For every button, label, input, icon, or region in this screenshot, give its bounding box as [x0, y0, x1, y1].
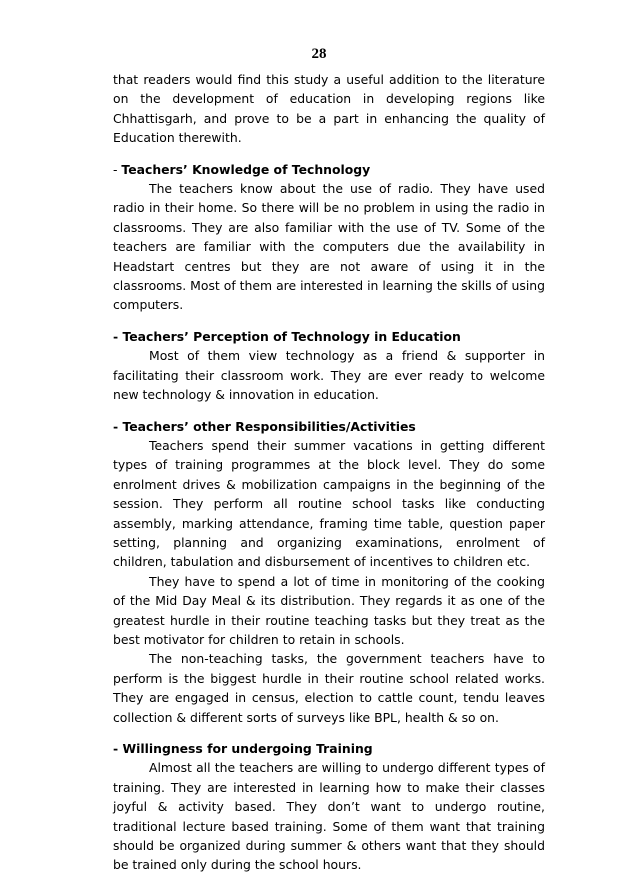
section-paragraph: Almost all the teachers are willing to undergo different types of training. They are interested in learning how to make their classes joyful & activity based. They don’t want to undergo routine, traditional lecture based training. Some of them want that training should be organized during summer & others want that they should be trained only during the school hours.: [113, 760, 545, 873]
section-heading-responsibilities: [113, 417, 545, 436]
page-number: 28: [311, 46, 327, 62]
section-paragraph: Teachers spend their summer vacations in getting different types of training programmes at the block level. They do some enrolment drives & mobilization campaigns in the beginning of the session. They perform all routine school tasks like conducting assembly, marking attendance, framing time table, question paper setting, planning and organizing examinations, enrolment of children, tabulation and disbursement of incentives to children etc.: [113, 437, 545, 570]
heading-dash: -: [113, 328, 123, 344]
heading-dash: -: [113, 741, 123, 756]
section-heading-knowledge: [113, 160, 545, 179]
heading-text: Willingness for undergoing Training: [122, 741, 373, 756]
section-paragraph: They have to spend a lot of time in monitoring of the cooking of the Mid Day Meal & its distribution. They regards it as one of the greatest hurdle in their routine teaching tasks but they treat as the best motivator for children to retain in schools.: [113, 573, 545, 647]
heading-dash: -: [113, 161, 122, 177]
section-heading-perception: [113, 327, 545, 346]
heading-dash: -: [113, 418, 123, 434]
section-heading-training: [113, 739, 545, 758]
heading-text: Teachers’ Knowledge of Technology: [121, 161, 371, 177]
section-paragraph: Most of them view technology as a friend & supporter in facilitating their classroom work. They are ever ready to welcome new technology & innovation in education.: [113, 348, 545, 403]
intro-paragraph: that readers would find this study a useful addition to the literature on the development of education in developing regions like Chhattisgarh, and prove to be a part in enhancing the quality of Education therewith.: [113, 72, 545, 146]
body-text: [113, 70, 545, 875]
section-paragraph: The non-teaching tasks, the government teachers have to perform is the biggest hurdle in their routine school related works. They are engaged in census, election to cattle count, tendu leaves collection & different sorts of surveys like BPL, health & so on.: [113, 651, 545, 725]
heading-text: Teachers’ Perception of Technology in Education: [122, 328, 461, 344]
heading-text: Teachers’ other Responsibilities/Activities: [122, 418, 416, 434]
section-paragraph: The teachers know about the use of radio. They have used radio in their home. So there will be no problem in using the radio in classrooms. They are also familiar with the use of TV. Some of the teachers are familiar with the computers due the availability in Headstart centres but they are not aware of using it in the classrooms. Most of them are interested in learning the skills of using computers.: [113, 181, 545, 313]
